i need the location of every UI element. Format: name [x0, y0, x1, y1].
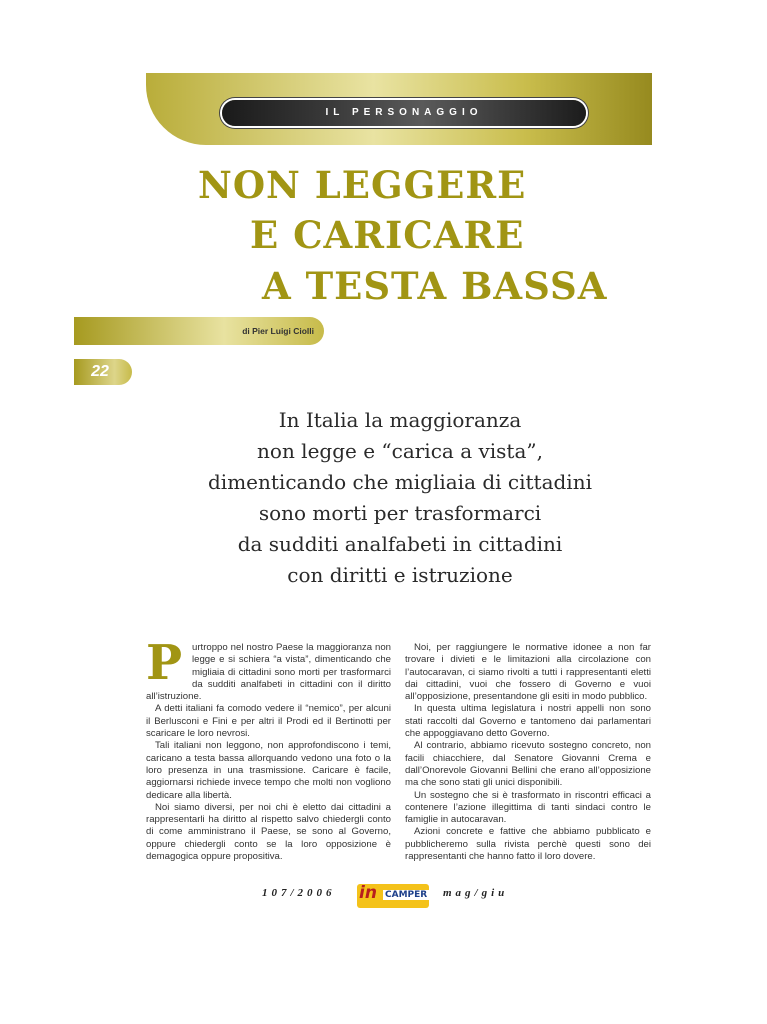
logo-in-text: in: [359, 883, 377, 903]
byline: di Pier Luigi Ciolli: [242, 326, 314, 336]
body-paragraph: Al contrario, abbiamo ricevuto sostegno concreto, non facili chiacchiere, dal Senatore Giovanni Crema e dall’Onorevole Giovanni Bellini che erano all’opposizione ma che sono stati gli unici disponibili.: [405, 740, 651, 789]
body-paragraph: Noi, per raggiungere le normative idonee a non far trovare i divieti e le limitazioni alla circolazione con l’autocaravan, ci siamo rivolti a tutti i rappresentanti eletti dai cittadini, vuoi che fossero di Governo e vuoi all’opposizione, presentandone gli esiti in modo pubblico.: [405, 642, 651, 703]
deck-line: da sudditi analfabeti in cittadini: [237, 532, 563, 556]
body-column-2: [405, 642, 651, 863]
deck-line: con diritti e istruzione: [287, 563, 513, 587]
headline-line-3: A TESTA BASSA: [262, 264, 608, 308]
deck-line: In Italia la maggioranza: [278, 408, 522, 432]
body-paragraph: Un sostegno che si è trasformato in riscontri efficaci a contenere l’azione illegittima di tanti sindaci contro le famiglie in autocaravan.: [405, 789, 651, 826]
headline-line-1: NON LEGGERE: [198, 163, 527, 207]
body-paragraph: urtroppo nel nostro Paese la maggioranza non legge e si schiera “a vista”, dimenticando che migliaia di cittadini sono morti per trasformarci da sudditi analfabeti in cittadini con il diritto all’istruzione.: [146, 642, 391, 703]
deck-line: non legge e “carica a vista”,: [257, 439, 543, 463]
deck-line: sono morti per trasformarci: [258, 501, 542, 525]
page-number: 22: [91, 363, 109, 380]
body-paragraph: Azioni concrete e fattive che abbiamo pubblicato e pubblicheremo sulla rivista perchè questi sono dei rappresentanti che hanno fatto il loro dovere.: [405, 826, 651, 863]
footer-issue: 107/2006: [262, 887, 336, 899]
body-paragraph: A detti italiani fa comodo vedere il “nemico”, per alcuni il Berlusconi e Fini e per altri il Prodi ed il Bertinotti per scaricare le loro nevrosi.: [146, 703, 391, 740]
deck-line: dimenticando che migliaia di cittadini: [208, 470, 592, 494]
drop-cap: P: [146, 635, 183, 691]
headline-line-2: E CARICARE: [250, 213, 525, 257]
body-paragraph: In questa ultima legislatura i nostri appelli non sono stati raccolti dal Governo e tantomeno dai parlamentari che appoggiavano detto Governo.: [405, 703, 651, 740]
logo-camper-text: CAMPER: [385, 890, 428, 900]
body-paragraph: Noi siamo diversi, per noi chi è eletto dai cittadini a rappresentarli ha diritto al rispetto salvo chiedergli conto di come amministrano il Paese, se sono al Governo, oppure chiedergli conto se la loro opposizione è demagogica oppure propositiva.: [146, 801, 391, 863]
subtitle-deck: [100, 405, 700, 591]
body-paragraph: Tali italiani non leggono, non approfondiscono i temi, caricano a testa bassa allorquando vedono una foto o la loro presenza in una trasmissione. Caricare è facile, aggiornarsi richiede invece tempo che molti non vogliono dedicare alla libertà.: [146, 740, 391, 801]
section-kicker: IL PERSONAGGIO: [325, 107, 483, 118]
footer-months: mag/giu: [443, 887, 509, 899]
body-column-1: [146, 635, 391, 863]
